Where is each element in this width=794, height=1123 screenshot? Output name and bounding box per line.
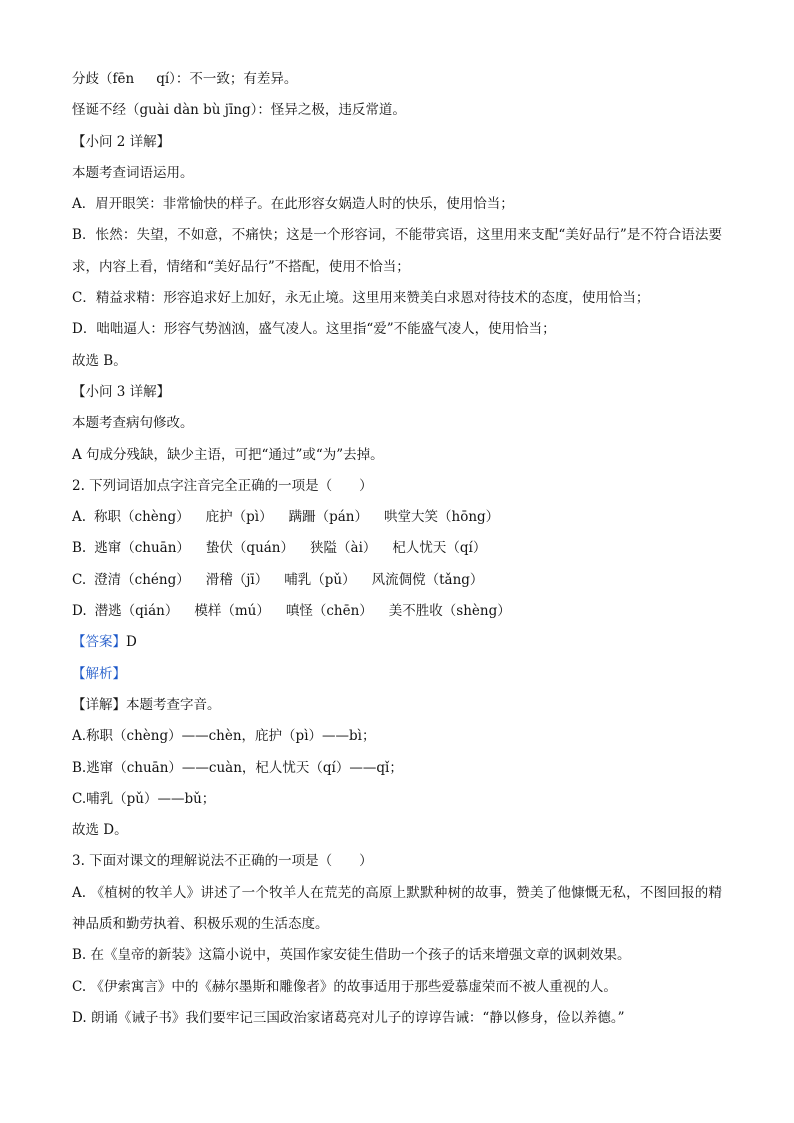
option-label: B.	[72, 540, 87, 557]
q3-option-b: B. 在《皇帝的新装》这篇小说中，英国作家安徒生借助一个孩子的话来增强文章的讽刺效果。	[72, 947, 631, 964]
option-word: 嗔怪（chēn）	[285, 603, 373, 620]
option-word: 潜逃（qián）	[94, 603, 179, 620]
heading-q2-detail: 【小问 2 详解】	[72, 133, 171, 150]
paragraph: C．精益求精：形容追求好上加好，永无止境。这里用来赞美白求恩对待技术的态度，使用恰当；	[72, 290, 650, 307]
paragraph: 本题考查词语运用。	[72, 164, 194, 181]
option-label: C.	[72, 571, 87, 588]
paragraph: 故选 D。	[72, 822, 128, 839]
option-word: 哺乳（pǔ）	[284, 571, 356, 588]
document-body	[72, 64, 722, 1034]
text: qí）：不一致；有差异。	[156, 71, 298, 87]
option-word: 蛰伏（quán）	[205, 540, 295, 557]
option-word: 狭隘（ài）	[310, 540, 377, 557]
option-word: 庇护（pì）	[205, 509, 273, 526]
option-b-row	[72, 533, 722, 564]
q3-option-d: D. 朗诵《诫子书》我们要牢记三国政治家诸葛亮对儿子的谆谆告诫：“静以修身，俭以养德。”	[72, 1009, 625, 1026]
option-d-row	[72, 596, 722, 627]
heading-q3-detail: 【小问 3 详解】	[72, 383, 171, 400]
paragraph: B．怅然：失望，不如意，不痛快；这是一个形容词，不能带宾语，这里用来支配“美好品行”是不符合语法要求，内容上看，情绪和“美好品行”不搭配，使用不恰当；	[72, 227, 722, 275]
paragraph: D．咄咄逼人：形容气势汹汹，盛气凌人。这里指“爱”不能盛气凌人，使用恰当；	[72, 321, 556, 338]
paragraph: C.哺乳（pǔ）——bǔ；	[72, 790, 216, 807]
line-fenqi	[72, 64, 722, 95]
q3-option-c: C. 《伊索寓言》中的《赫尔墨斯和雕像者》的故事适用于那些爱慕虚荣而不被人重视的人。	[72, 978, 617, 995]
option-word: 逃窜（chuān）	[94, 540, 190, 557]
q3-option-a: A. 《植树的牧羊人》讲述了一个牧羊人在荒芜的高原上默默种树的故事，赞美了他慷慨无私，不图回报的精神品质和勤劳执着、积极乐观的生活态度。	[72, 884, 722, 933]
question-2: 2. 下列词语加点字注音完全正确的一项是（ ）	[72, 477, 373, 494]
paragraph: A.称职（chèng）——chèn，庇护（pì）——bì；	[72, 728, 376, 745]
analysis-label: 【解析】	[72, 665, 126, 682]
option-word: 蹒跚（pán）	[288, 509, 368, 526]
detail-label: 【详解】	[72, 696, 126, 713]
option-word: 澄清（chéng）	[94, 571, 190, 588]
paragraph: 本题考查病句修改。	[72, 415, 194, 432]
option-a-row	[72, 502, 722, 533]
answer-value: D	[126, 634, 137, 651]
option-word: 模样（mú）	[194, 603, 270, 620]
option-word: 称职（chèng）	[94, 509, 190, 526]
option-word: 哄堂大笑（hōng）	[384, 509, 500, 526]
answer-label: 【答案】	[72, 634, 126, 651]
option-word: 杞人忧天（qí）	[392, 540, 487, 557]
paragraph: 故选 B。	[72, 352, 127, 369]
paragraph: B.逃窜（chuān）——cuàn，杞人忧天（qí）——qǐ；	[72, 759, 403, 776]
detail-line	[72, 690, 722, 721]
option-word: 滑稽（jī）	[205, 571, 269, 588]
question-3: 3. 下面对课文的理解说法不正确的一项是（ ）	[72, 853, 373, 870]
text: 分歧（fēn	[72, 71, 135, 87]
paragraph: A 句成分残缺，缺少主语，可把“通过”或“为”去掉。	[72, 446, 384, 463]
option-word: 美不胜收（shèng）	[388, 603, 511, 620]
answer-line	[72, 627, 722, 658]
option-c-row	[72, 565, 722, 596]
option-word: 风流倜傥（tǎng）	[371, 571, 484, 588]
option-label: D.	[72, 603, 87, 620]
paragraph: A．眉开眼笑：非常愉快的样子。在此形容女娲造人时的快乐，使用恰当；	[72, 196, 514, 213]
option-label: A.	[72, 509, 87, 526]
line-guaidan: 怪诞不经（guài dàn bù jīng）：怪异之极，违反常道。	[72, 102, 406, 119]
detail-text: 本题考查字音。	[126, 696, 221, 713]
